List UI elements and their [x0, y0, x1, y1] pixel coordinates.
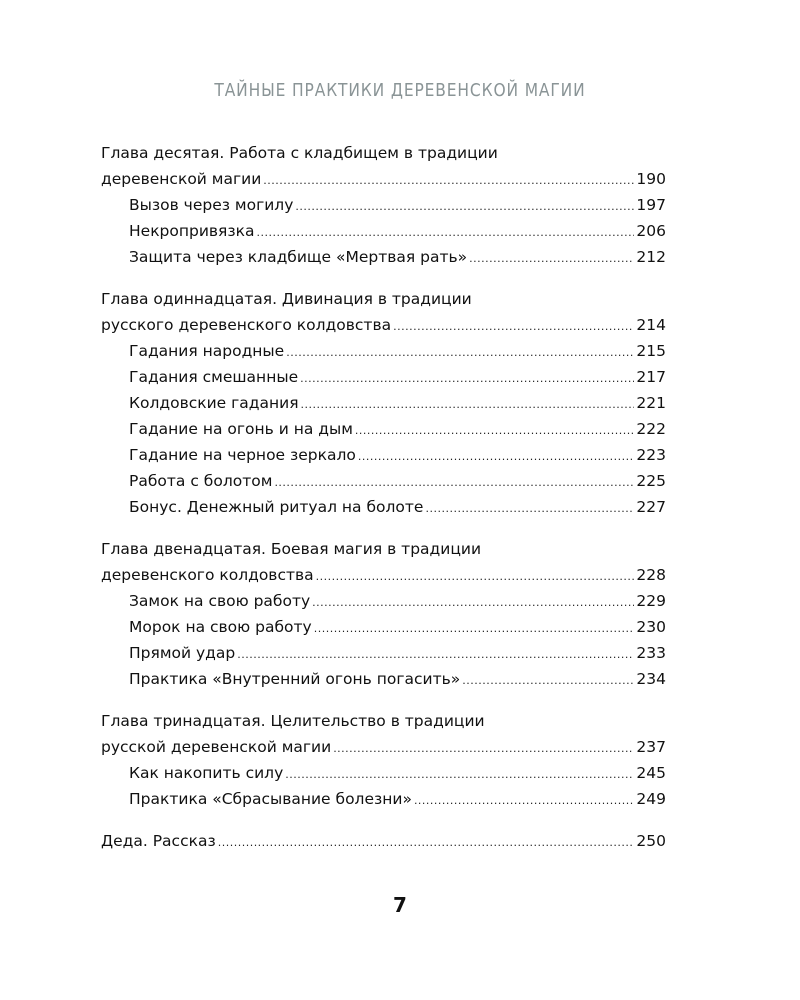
- dot-leader: [414, 788, 634, 814]
- chapter-10: [101, 140, 666, 270]
- chapter-title-cont: русской деревенской магии: [101, 738, 332, 756]
- page-ref: 197: [636, 196, 666, 214]
- dot-leader: [256, 220, 634, 246]
- section-title: Колдовские гадания: [129, 394, 299, 412]
- page-ref: 190: [636, 170, 666, 188]
- section-title: Как накопить силу: [129, 764, 284, 782]
- page-ref: 229: [636, 592, 666, 610]
- section-title: Замок на свою работу: [129, 592, 311, 610]
- chapter-title-line: [101, 536, 666, 562]
- toc-entry[interactable]: [101, 218, 666, 244]
- chapter-title: Глава одиннадцатая. Дивинация в традиции: [101, 290, 472, 308]
- dot-leader: [358, 444, 635, 470]
- chapter-title: Глава десятая. Работа с кладбищем в традиции: [101, 144, 498, 162]
- chapter-title-cont: деревенского колдовства: [101, 566, 314, 584]
- dot-leader: [300, 366, 634, 392]
- toc-entry[interactable]: [101, 614, 666, 640]
- page-ref: 223: [636, 446, 666, 464]
- running-head: ТАЙНЫЕ ПРАКТИКИ ДЕРЕВЕНСКОЙ МАГИИ: [214, 80, 586, 101]
- toc-entry[interactable]: [101, 244, 666, 270]
- section-title: Прямой удар: [129, 644, 236, 662]
- section-title: Защита через кладбище «Мертвая рать»: [129, 248, 468, 266]
- toc-entry[interactable]: [101, 786, 666, 812]
- page-ref: 221: [636, 394, 666, 412]
- page-ref: 215: [636, 342, 666, 360]
- dot-leader: [237, 642, 634, 668]
- dot-leader: [316, 564, 635, 590]
- dot-leader: [333, 736, 634, 762]
- chapter-title-line: [101, 708, 666, 734]
- toc-entry[interactable]: [101, 588, 666, 614]
- page-ref: 228: [636, 566, 666, 584]
- toc-entry[interactable]: [101, 734, 666, 760]
- chapter-12: [101, 536, 666, 692]
- dot-leader: [355, 418, 634, 444]
- section-title: Бонус. Денежный ритуал на болоте: [129, 498, 424, 516]
- dot-leader: [218, 830, 635, 856]
- dot-leader: [295, 194, 634, 220]
- section-title: Работа с болотом: [129, 472, 273, 490]
- section-title: Гадание на черное зеркало: [129, 446, 356, 464]
- dot-leader: [286, 340, 634, 366]
- section-title: Практика «Сбрасывание болезни»: [129, 790, 412, 808]
- toc-entry[interactable]: [101, 192, 666, 218]
- page-ref: 233: [636, 644, 666, 662]
- page-ref: 206: [636, 222, 666, 240]
- chapter-title-line: [101, 286, 666, 312]
- dot-leader: [393, 314, 634, 340]
- page-ref: 214: [636, 316, 666, 334]
- chapter-title: Глава тринадцатая. Целительство в традиции: [101, 712, 485, 730]
- page-ref: 227: [636, 498, 666, 516]
- section-title: Некропривязка: [129, 222, 255, 240]
- section-title: Гадания народные: [129, 342, 285, 360]
- chapter-title-cont: деревенской магии: [101, 170, 262, 188]
- page-ref: 212: [636, 248, 666, 266]
- toc-entry[interactable]: [101, 166, 666, 192]
- toc-entry[interactable]: [101, 828, 666, 854]
- dot-leader: [285, 762, 634, 788]
- chapter-title-cont: русского деревенского колдовства: [101, 316, 392, 334]
- chapter-13: [101, 708, 666, 812]
- chapter-final: [101, 828, 666, 854]
- dot-leader: [312, 590, 634, 616]
- toc-entry[interactable]: [101, 562, 666, 588]
- page-ref: 237: [636, 738, 666, 756]
- dot-leader: [314, 616, 635, 642]
- toc-entry[interactable]: [101, 468, 666, 494]
- dot-leader: [469, 246, 634, 272]
- page-ref: 225: [636, 472, 666, 490]
- toc-entry[interactable]: [101, 338, 666, 364]
- dot-leader: [263, 168, 634, 194]
- page-ref: 230: [636, 618, 666, 636]
- toc-entry[interactable]: [101, 442, 666, 468]
- page-ref: 234: [636, 670, 666, 688]
- section-title: Вызов через могилу: [129, 196, 294, 214]
- chapter-title: Глава двенадцатая. Боевая магия в традиции: [101, 540, 482, 558]
- page-ref: 217: [636, 368, 666, 386]
- chapter-11: [101, 286, 666, 520]
- page-ref: 245: [636, 764, 666, 782]
- dot-leader: [301, 392, 635, 418]
- toc-entry[interactable]: [101, 760, 666, 786]
- page-number: 7: [393, 893, 407, 917]
- chapter-title: Деда. Рассказ: [101, 832, 216, 850]
- page-ref: 250: [636, 832, 666, 850]
- section-title: Гадание на огонь и на дым: [129, 420, 353, 438]
- dot-leader: [425, 496, 634, 522]
- dot-leader: [462, 668, 634, 694]
- table-of-contents: [101, 140, 666, 870]
- toc-entry[interactable]: [101, 312, 666, 338]
- section-title: Практика «Внутренний огонь погасить»: [129, 670, 461, 688]
- chapter-title-line: [101, 140, 666, 166]
- page-ref: 222: [636, 420, 666, 438]
- toc-entry[interactable]: [101, 666, 666, 692]
- page-ref: 249: [636, 790, 666, 808]
- section-title: Морок на свою работу: [129, 618, 312, 636]
- toc-entry[interactable]: [101, 494, 666, 520]
- toc-entry[interactable]: [101, 416, 666, 442]
- toc-entry[interactable]: [101, 364, 666, 390]
- toc-entry[interactable]: [101, 640, 666, 666]
- toc-entry[interactable]: [101, 390, 666, 416]
- section-title: Гадания смешанные: [129, 368, 299, 386]
- dot-leader: [274, 470, 634, 496]
